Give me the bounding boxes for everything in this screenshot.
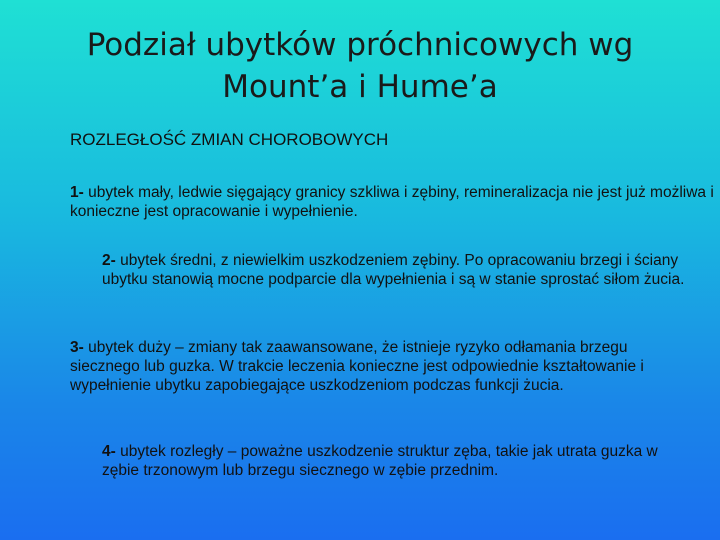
item-number: 3- [70, 339, 84, 356]
list-item-1 [70, 183, 720, 221]
list-item-3 [70, 338, 700, 395]
list-item-2 [102, 251, 702, 289]
subheading: ROZLEGŁOŚĆ ZMIAN CHOROBOWYCH [70, 130, 389, 149]
item-text: ubytek duży – zmiany tak zaawansowane, że istnieje ryzyko odłamania brzegu siecznego lub guzka. W trakcie leczenia konieczne jest odpowiednie kształtowanie i wypełnienie ubytku zapobiegające uszkodzeniom podczas funkcji żucia. [70, 339, 644, 394]
item-text: ubytek rozległy – poważne uszkodzenie struktur zęba, takie jak utrata guzka w zębie trzonowym lub brzegu siecznego w zębie przednim. [102, 443, 658, 479]
item-text: ubytek średni, z niewielkim uszkodzeniem zębiny. Po opracowaniu brzegi i ściany ubytku stanowią mocne podparcie dla wypełnienia i są w stanie sprostać siłom żucia. [102, 252, 685, 288]
item-text: ubytek mały, ledwie sięgający granicy szkliwa i zębiny, remineralizacja nie jest już możliwa i konieczne jest opracowanie i wypełnienie. [70, 184, 714, 220]
item-number: 2- [102, 252, 116, 269]
item-number: 1- [70, 184, 84, 201]
title-line-1: Podział ubytków próchnicowych wg [86, 27, 634, 63]
item-number: 4- [102, 443, 116, 460]
title-line-2: Mount’a i Hume’a [222, 69, 498, 105]
slide-title [60, 24, 660, 108]
list-item-4 [102, 442, 692, 480]
